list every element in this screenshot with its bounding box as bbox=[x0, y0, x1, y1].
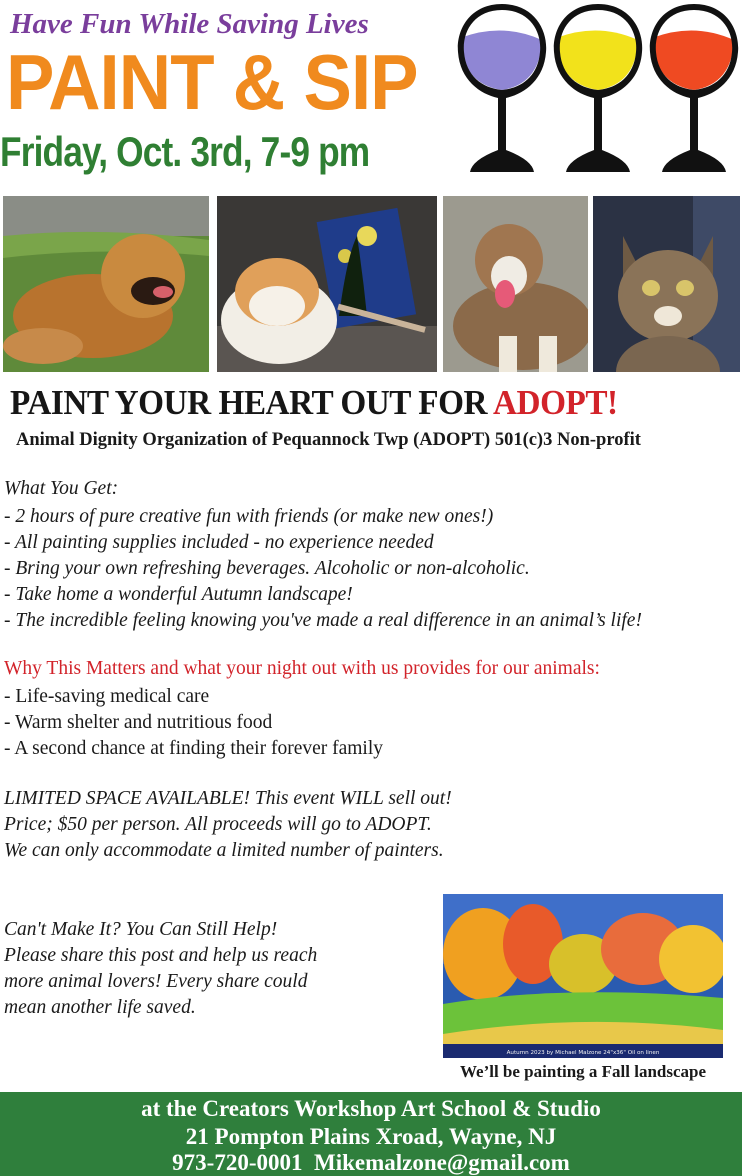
venue-phone: 973-720-0001 bbox=[172, 1150, 303, 1175]
painting-signature: Autumn 2023 by Michael Malzone 24"x36" Oil on linen bbox=[506, 1050, 660, 1056]
adopt-headline bbox=[10, 383, 618, 423]
share-message bbox=[4, 917, 384, 1021]
venue-contact bbox=[0, 1150, 742, 1176]
why-matters-list bbox=[4, 684, 383, 762]
list-item: - A second chance at finding their forever family bbox=[4, 738, 384, 759]
venue-footer bbox=[0, 1092, 742, 1176]
event-date: Friday, Oct. 3rd, 7-9 pm bbox=[0, 128, 370, 175]
wine-glass-icon bbox=[650, 4, 738, 172]
limited-space-notice: LIMITED SPACE AVAILABLE! This event WILL sell out! bbox=[4, 788, 452, 809]
adopt-headline-main: PAINT YOUR HEART OUT FOR bbox=[10, 383, 494, 422]
what-you-get-title: What You Get: bbox=[4, 478, 119, 499]
organization-line: Animal Dignity Organization of Pequannock Twp (ADOPT) 501(c)3 Non-profit bbox=[16, 430, 641, 450]
adopt-headline-highlight: ADOPT! bbox=[493, 383, 618, 422]
list-item: - Life-saving medical care bbox=[4, 686, 210, 707]
event-title: PAINT & SIP bbox=[6, 38, 418, 126]
why-matters-title: Why This Matters and what your night out with us provides for our animals: bbox=[4, 658, 600, 679]
list-item: - Take home a wonderful Autumn landscape! bbox=[4, 584, 353, 605]
share-line: more animal lovers! Every share could bbox=[4, 971, 308, 992]
venue-name: at the Creators Workshop Art School & Studio bbox=[141, 1096, 601, 1121]
venue-email: Mikemalzone@gmail.com bbox=[314, 1150, 570, 1175]
list-item: - Warm shelter and nutritious food bbox=[4, 712, 273, 733]
share-line: mean another life saved. bbox=[4, 997, 196, 1018]
cat-with-starry-night-painting-photo bbox=[217, 196, 437, 372]
share-line: Please share this post and help us reach bbox=[4, 945, 318, 966]
wine-glass-icon bbox=[458, 4, 546, 172]
capacity-line: We can only accommodate a limited number of painters. bbox=[4, 840, 444, 861]
fall-landscape-painting bbox=[443, 894, 723, 1058]
list-item: - Bring your own refreshing beverages. Alcoholic or non-alcoholic. bbox=[4, 558, 530, 579]
list-item: - The incredible feeling knowing you've made a real difference in an animal’s life! bbox=[4, 610, 642, 631]
what-you-get-list bbox=[4, 504, 642, 634]
pitbull-dog-photo bbox=[443, 196, 588, 372]
list-item: - All painting supplies included - no experience needed bbox=[4, 532, 434, 553]
chow-chow-dog-photo bbox=[3, 196, 209, 372]
list-item: - 2 hours of pure creative fun with friends (or make new ones!) bbox=[4, 506, 494, 527]
wine-glass-icon bbox=[554, 4, 642, 172]
tagline: Have Fun While Saving Lives bbox=[10, 8, 369, 40]
landscape-caption: We’ll be painting a Fall landscape bbox=[459, 1062, 707, 1081]
price-line: Price; $50 per person. All proceeds will go to ADOPT. bbox=[4, 814, 432, 835]
wine-glasses-illustration bbox=[452, 0, 742, 182]
share-line: Can't Make It? You Can Still Help! bbox=[4, 919, 278, 940]
tabby-cat-photo bbox=[593, 196, 740, 372]
venue-address: 21 Pompton Plains Xroad, Wayne, NJ bbox=[185, 1124, 557, 1149]
